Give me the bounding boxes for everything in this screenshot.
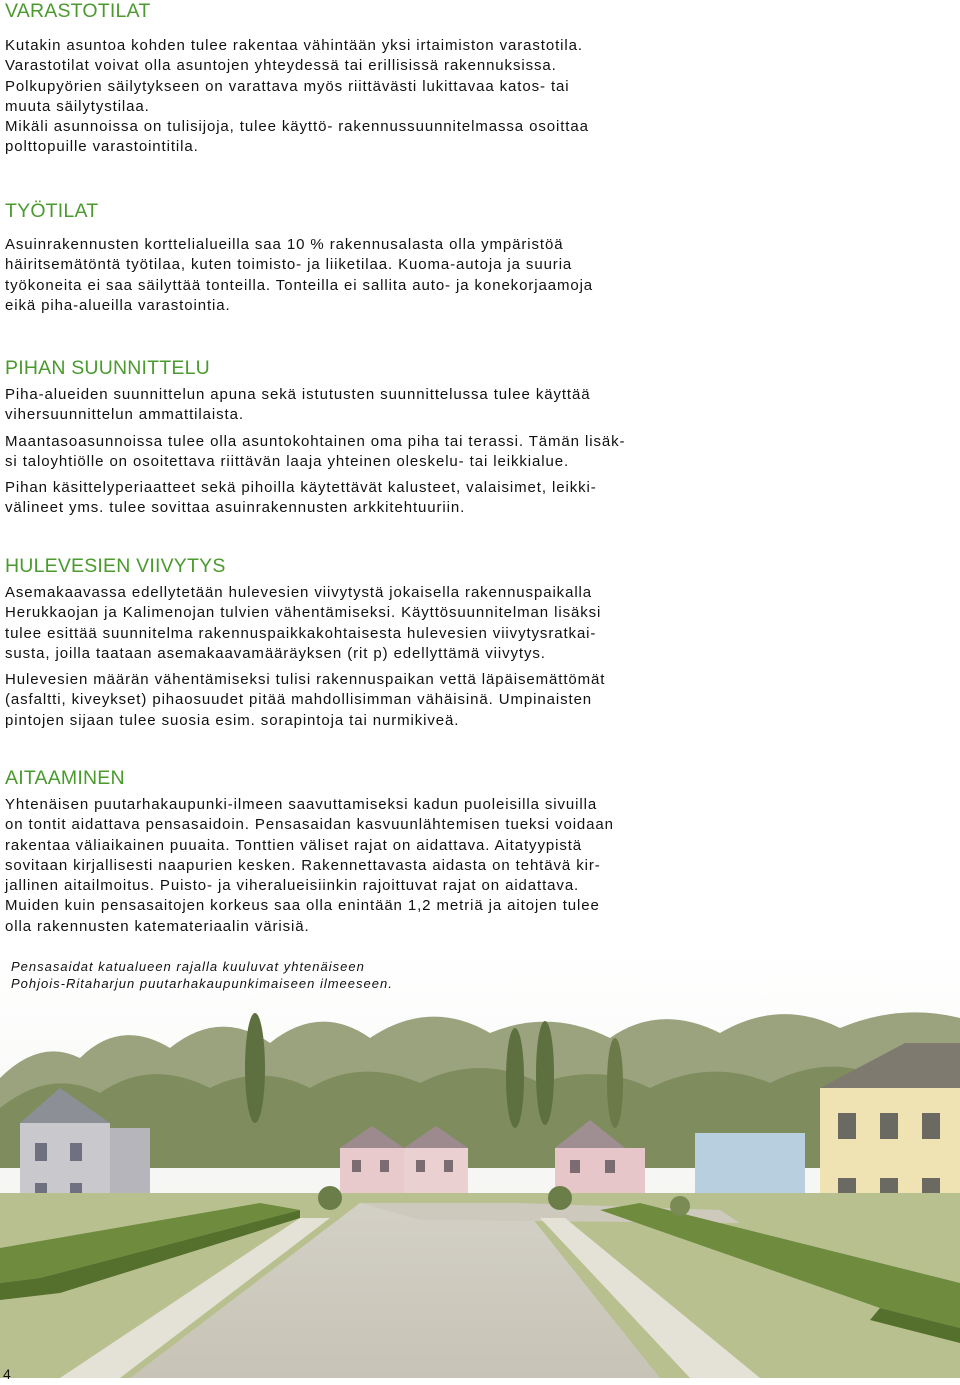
section-tyotilat — [5, 200, 685, 316]
section-heading: VARASTOTILAT — [5, 0, 151, 22]
street-tree — [548, 1186, 572, 1210]
window — [444, 1160, 453, 1172]
section-paragraph: Kutakin asuntoa kohden tulee rakentaa vähintään yksi irtaimiston varastotila. Varastotilat voivat olla asuntojen yhteydessä tai erillisissä rakennuksissa. Polkupyörien säilytykseen on varattava myös riittävästi lukittavaa katos- tai muuta säilytystilaa. Mikäli asunnoissa on tulisijoja, tulee käyttö- rakennussuunnitelmassa osoittaa polttopuille varastointitila. — [5, 37, 589, 156]
window — [880, 1113, 898, 1139]
section-paragraph: Piha-alueiden suunnittelun apuna sekä istutusten suunnittelussa tulee käyttää vihersuunnittelun ammattilaista. — [5, 386, 591, 424]
section-paragraph: Hulevesien määrän vähentämiseksi tulisi rakennuspaikan vettä läpäisemättömät (asfaltti, kiveykset) pihaosuudet pitää mahdollisimman vähäisinä. Umpinaisten pintojen sijaan tulee suosia esim. sorapintoja tai nurmikiveä. — [5, 671, 606, 729]
window — [416, 1160, 425, 1172]
window — [70, 1143, 82, 1161]
streetscape-illustration — [0, 948, 960, 1378]
section-varastotilat — [5, 0, 685, 158]
page-number: 4 — [3, 1366, 11, 1382]
section-paragraph: Yhtenäisen puutarhakaupunki-ilmeen saavuttamiseksi kadun puoleisilla sivuilla on tontit aidattava pensasaidoin. Pensasaidan kasvuunlähtemisen tueksi voidaan rakentaa väliaikainen puuaita. Tonttien väliset rajat on aidattava. Aitatyypistä sovitaan kirjallisesti naapurien kesken. Rakennettavasta aidasta on tehtävä kir- jallinen aitailmoitus. Puisto- ja viheralueisiinkin rajoittuvat rajat on aidattava. Muiden kuin pensasaitojen korkeus saa olla enintään 1,2 metriä ja aitojen tulee olla rakennusten katemateriaalin värisiä. — [5, 796, 614, 935]
section-aitaaminen — [5, 767, 685, 937]
section-paragraph: Maantasoasunnoissa tulee olla asuntokohtainen oma piha tai terassi. Tämän lisäk- si taloyhtiölle on osoitettava riittävän laaja yhteinen oleskelu- tai leikkialue. — [5, 432, 626, 470]
street-tree — [670, 1196, 690, 1216]
window — [605, 1160, 615, 1173]
section-paragraph: Pihan käsittelyperiaatteet sekä pihoilla käytettävät kalusteet, valaisimet, leikki- välineet yms. tulee sovittaa asuinrakennusten arkkitehtuuriin. — [5, 479, 597, 517]
window — [922, 1113, 940, 1139]
poplar-tree — [536, 1021, 554, 1125]
window — [380, 1160, 389, 1172]
section-heading: AITAAMINEN — [5, 767, 125, 789]
streetscape-rendering — [0, 948, 960, 1378]
window — [35, 1143, 47, 1161]
section-heading: PIHAN SUUNNITTELU — [5, 357, 210, 379]
section-hulevesien-viivytys — [5, 555, 685, 731]
section-paragraph: Asemakaavassa edellytetään hulevesien viivytystä jokaisella rakennuspaikalla Herukkaojan ja Kalimenojan tulvien vähentämiseksi. Käyttösuunnitelman lisäksi tulee esittää suunnitelma rakennuspaikkakohtaisesta hulevesien viivytysratkai- susta, joilla taataan asemakaavamääräyksen (rit p) edellyttämä viivytys. — [5, 584, 602, 662]
window — [838, 1113, 856, 1139]
section-heading: TYÖTILAT — [5, 200, 99, 222]
poplar-tree — [506, 1028, 524, 1128]
section-pihan-suunnittelu — [5, 357, 685, 519]
figure-caption: Pensasaidat katualueen rajalla kuuluvat yhtenäiseen Pohjois-Ritaharjun puutarhakaupunkimaiseen ilmeeseen. — [11, 959, 393, 991]
poplar-tree — [607, 1038, 623, 1128]
window — [352, 1160, 361, 1172]
window — [570, 1160, 580, 1173]
poplar-tree — [245, 1013, 265, 1123]
street-tree — [318, 1186, 342, 1210]
section-paragraph: Asuinrakennusten korttelialueilla saa 10 % rakennusalasta olla ympäristöä häiritsemätöntä työtilaa, kuten toimisto- ja liiketilaa. Kuoma-autoja ja suuria työkoneita ei saa säilyttää tonteilla. Tonteilla ei sallita auto- ja konekorjaamoja eikä piha-alueilla varastointia. — [5, 236, 594, 314]
section-heading: HULEVESIEN VIIVYTYS — [5, 555, 226, 577]
